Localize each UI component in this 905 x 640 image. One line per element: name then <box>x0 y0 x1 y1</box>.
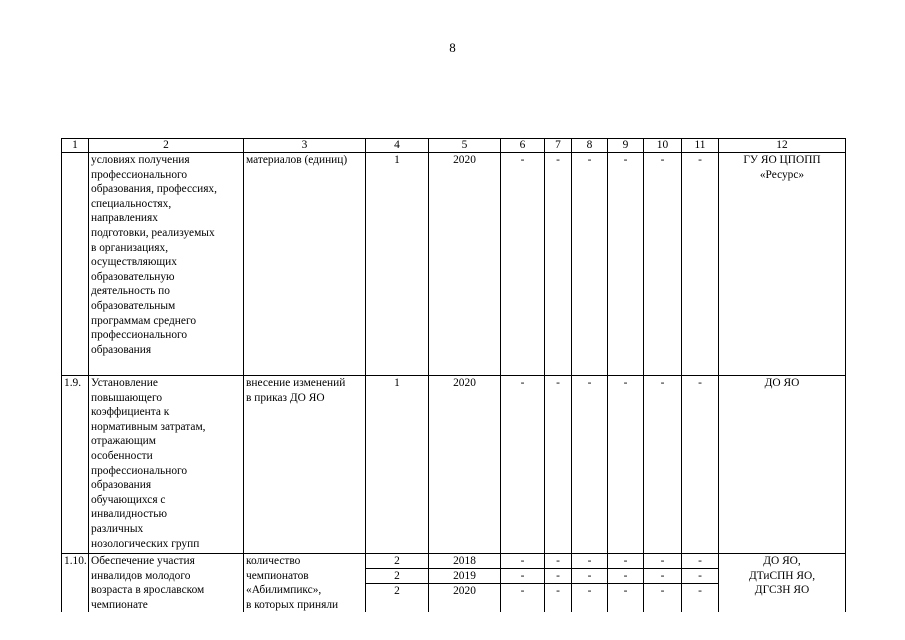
cell-11: - <box>682 153 719 376</box>
header-row <box>62 139 846 153</box>
indicator-value: 2 <box>366 569 429 584</box>
cell-9: - <box>608 153 644 376</box>
row-number: 1.10. <box>62 554 89 613</box>
row-number <box>62 153 89 376</box>
cell-6: - <box>501 153 545 376</box>
cell-11: - <box>682 376 719 554</box>
indicator: внесение изменений в приказ ДО ЯО <box>244 376 366 554</box>
cell-7: - <box>545 376 572 554</box>
executor: ГУ ЯО ЦПОПП «Ресурс» <box>719 153 846 376</box>
header-cell: 11 <box>682 139 719 153</box>
cell-9: - <box>608 554 644 569</box>
header-cell: 8 <box>572 139 608 153</box>
header-cell: 12 <box>719 139 846 153</box>
year: 2019 <box>429 569 501 584</box>
year: 2020 <box>429 584 501 612</box>
cell-10: - <box>644 569 682 584</box>
cell-6: - <box>501 376 545 554</box>
cell-8: - <box>572 153 608 376</box>
cell-9: - <box>608 376 644 554</box>
cell-11: - <box>682 569 719 584</box>
header-cell: 5 <box>429 139 501 153</box>
table-row <box>62 554 846 569</box>
measure-name: Установление повышающего коэффициента к нормативным затратам, отражающим особенности профессионального образования обучающихся с инвалидностью различных нозологических групп <box>89 376 244 554</box>
header-cell: 10 <box>644 139 682 153</box>
cell-10: - <box>644 584 682 612</box>
table-row <box>62 153 846 376</box>
cell-10: - <box>644 554 682 569</box>
cell-11: - <box>682 584 719 612</box>
measure-name: условиях получения профессионального образования, профессиях, специальностях, направлениях подготовки, реализуемых в организациях, осуществляющих образовательную деятельность по образовательным программам среднего профессионального образования <box>89 153 244 376</box>
cell-7: - <box>545 554 572 569</box>
cell-9: - <box>608 584 644 612</box>
indicator-value: 2 <box>366 554 429 569</box>
indicator: количество чемпионатов «Абилимпикс», в которых приняли <box>244 554 366 613</box>
header-cell: 4 <box>366 139 429 153</box>
year: 2020 <box>429 376 501 554</box>
cell-6: - <box>501 584 545 612</box>
cell-7: - <box>545 569 572 584</box>
measure-name: Обеспечение участия инвалидов молодого возраста в ярославском чемпионате <box>89 554 244 613</box>
page-number: 8 <box>449 40 456 55</box>
header-cell: 1 <box>62 139 89 153</box>
cell-8: - <box>572 584 608 612</box>
cell-6: - <box>501 569 545 584</box>
cell-10: - <box>644 376 682 554</box>
table-row <box>62 376 846 554</box>
cell-8: - <box>572 554 608 569</box>
executor: ДО ЯО, ДТиСПН ЯО, ДГСЗН ЯО <box>719 554 846 613</box>
indicator-value: 1 <box>366 376 429 554</box>
cell-10: - <box>644 153 682 376</box>
row-number: 1.9. <box>62 376 89 554</box>
header-cell: 3 <box>244 139 366 153</box>
cell-8: - <box>572 569 608 584</box>
header-cell: 6 <box>501 139 545 153</box>
cell-6: - <box>501 554 545 569</box>
cell-8: - <box>572 376 608 554</box>
indicator: материалов (единиц) <box>244 153 366 376</box>
header-cell: 2 <box>89 139 244 153</box>
year: 2020 <box>429 153 501 376</box>
cell-11: - <box>682 554 719 569</box>
indicator-value: 1 <box>366 153 429 376</box>
cell-7: - <box>545 153 572 376</box>
executor: ДО ЯО <box>719 376 846 554</box>
header-cell: 7 <box>545 139 572 153</box>
cell-7: - <box>545 584 572 612</box>
indicator-value: 2 <box>366 584 429 612</box>
cell-9: - <box>608 569 644 584</box>
header-cell: 9 <box>608 139 644 153</box>
measures-table <box>61 138 846 612</box>
year: 2018 <box>429 554 501 569</box>
